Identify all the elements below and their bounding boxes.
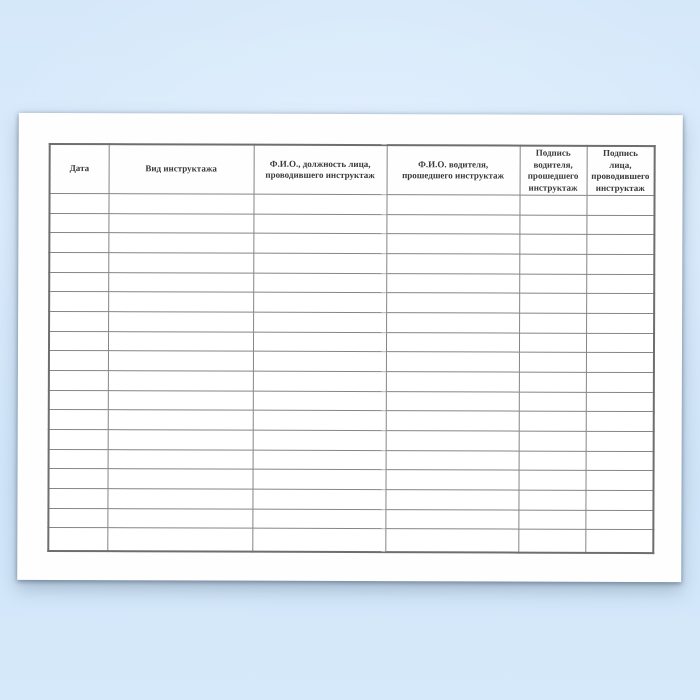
column-header-driver-name: Ф.И.О. водителя, прошедшего инструктаж [387, 145, 520, 195]
empty-cell-instructor-signature [586, 235, 654, 255]
table-row [49, 193, 654, 215]
empty-cell-driver-signature [519, 411, 586, 431]
empty-cell-driver-signature [519, 470, 586, 490]
empty-cell-instructor-signature [585, 510, 653, 530]
empty-cell-instructor-name [253, 450, 386, 470]
empty-cell-driver-signature [519, 254, 586, 274]
empty-cell-driver-signature [519, 234, 586, 254]
empty-cell-driver-signature [519, 352, 586, 372]
table-row [49, 272, 654, 294]
empty-cell-instructor-signature [585, 490, 653, 510]
empty-cell-instructor-name [253, 214, 386, 234]
empty-cell-instruction-type [108, 410, 253, 430]
empty-cell-instructor-signature [586, 294, 654, 314]
empty-cell-instructor-name [253, 430, 386, 450]
empty-cell-date [49, 370, 108, 390]
empty-cell-instructor-signature [586, 313, 654, 333]
empty-cell-date [48, 489, 107, 509]
empty-cell-instructor-name [253, 332, 386, 352]
table-row [49, 449, 654, 471]
empty-cell-driver-name [386, 234, 519, 254]
table-header [50, 144, 655, 196]
empty-cell-date [49, 430, 108, 450]
column-header-driver-signature: Подпись водителя, прошедшего инструктаж [520, 146, 587, 196]
empty-cell-instructor-signature [585, 530, 653, 553]
table-body [48, 193, 654, 553]
table-row [49, 430, 654, 452]
empty-cell-instructor-signature [586, 392, 654, 412]
empty-cell-driver-name [386, 411, 519, 431]
empty-cell-instruction-type [108, 371, 253, 391]
empty-cell-date [49, 351, 108, 371]
empty-cell-date [49, 292, 108, 312]
empty-cell-date [49, 410, 108, 430]
empty-cell-instructor-signature [586, 274, 654, 294]
empty-cell-driver-signature [519, 431, 586, 451]
empty-cell-instruction-type [108, 469, 253, 489]
column-header-date: Дата [50, 144, 109, 194]
empty-cell-driver-name [386, 332, 519, 352]
empty-cell-instruction-type [107, 508, 252, 528]
empty-cell-driver-name [386, 273, 519, 293]
empty-cell-instruction-type [108, 390, 253, 410]
empty-cell-instructor-signature [586, 372, 654, 392]
empty-cell-instructor-signature [586, 451, 654, 471]
table-row [49, 233, 654, 255]
table-row [49, 469, 654, 491]
empty-cell-instructor-name [253, 371, 386, 391]
paper-sheet [17, 113, 683, 582]
empty-cell-driver-signature [518, 510, 585, 530]
empty-cell-driver-name [385, 490, 518, 510]
empty-cell-driver-signature [519, 293, 586, 313]
empty-cell-driver-signature [519, 372, 586, 392]
empty-cell-instructor-signature [586, 471, 654, 491]
table-row [48, 508, 653, 530]
empty-cell-driver-name [386, 195, 519, 215]
empty-cell-date [48, 508, 107, 528]
empty-cell-instruction-type [107, 489, 252, 509]
empty-cell-instructor-signature [586, 254, 654, 274]
empty-cell-instructor-signature [586, 353, 654, 373]
empty-cell-instruction-type [108, 331, 253, 351]
empty-cell-driver-name [386, 254, 519, 274]
empty-cell-driver-name [386, 372, 519, 392]
table-row [49, 252, 654, 274]
empty-cell-instructor-signature [586, 215, 654, 235]
empty-cell-date [49, 252, 108, 272]
empty-cell-instructor-name [252, 489, 385, 509]
empty-cell-instructor-signature [586, 195, 654, 215]
empty-cell-driver-name [386, 431, 519, 451]
empty-cell-instructor-name [253, 470, 386, 490]
table-row [48, 528, 653, 553]
empty-cell-driver-signature [519, 392, 586, 412]
empty-cell-instruction-type [108, 233, 253, 253]
empty-cell-date [49, 193, 108, 213]
empty-cell-date [49, 469, 108, 489]
empty-cell-instructor-name [253, 253, 386, 273]
empty-cell-date [48, 528, 107, 551]
empty-cell-instruction-type [108, 253, 253, 273]
empty-cell-driver-name [386, 293, 519, 313]
empty-cell-date [49, 390, 108, 410]
empty-cell-driver-signature [518, 530, 585, 553]
empty-cell-date [49, 213, 108, 233]
empty-cell-driver-signature [519, 333, 586, 353]
table-row [49, 351, 654, 373]
table-row [49, 292, 654, 314]
empty-cell-instructor-name [253, 312, 386, 332]
empty-cell-date [49, 233, 108, 253]
empty-cell-date [49, 311, 108, 331]
empty-cell-driver-name [386, 352, 519, 372]
table-row [49, 390, 654, 412]
empty-cell-instructor-name [253, 273, 386, 293]
empty-cell-instructor-name [253, 411, 386, 431]
empty-cell-instruction-type [108, 351, 253, 371]
empty-cell-instructor-name [252, 509, 385, 529]
column-header-instructor-signature: Подпись лица, проводившего инструктаж [587, 146, 655, 196]
table-row [49, 213, 654, 235]
empty-cell-driver-signature [519, 313, 586, 333]
empty-cell-driver-name [386, 391, 519, 411]
empty-cell-instructor-name [252, 529, 385, 553]
empty-cell-date [49, 449, 108, 469]
empty-cell-instructor-name [253, 352, 386, 372]
empty-cell-instructor-signature [586, 412, 654, 432]
column-header-instruction-type: Вид инструктажа [109, 144, 254, 194]
empty-cell-driver-signature [518, 490, 585, 510]
instruction-log-table [47, 143, 655, 554]
empty-cell-instruction-type [108, 312, 253, 332]
empty-cell-instruction-type [108, 292, 253, 312]
empty-cell-instructor-signature [586, 431, 654, 451]
empty-cell-driver-signature [519, 451, 586, 471]
empty-cell-instructor-name [253, 391, 386, 411]
empty-cell-driver-signature [519, 195, 586, 215]
empty-cell-instructor-signature [586, 333, 654, 353]
header-row [50, 144, 655, 196]
empty-cell-driver-signature [519, 215, 586, 235]
empty-cell-instruction-type [108, 194, 253, 214]
table-row [49, 410, 654, 432]
empty-cell-instruction-type [108, 213, 253, 233]
empty-cell-instruction-type [108, 430, 253, 450]
empty-cell-driver-name [386, 313, 519, 333]
column-header-instructor-name: Ф.И.О., должность лица, проводившего инструктаж [254, 145, 387, 195]
empty-cell-driver-name [386, 470, 519, 490]
empty-cell-driver-name [386, 214, 519, 234]
table-row [49, 311, 654, 333]
empty-cell-driver-name [385, 509, 518, 529]
empty-cell-instructor-name [253, 293, 386, 313]
empty-cell-date [49, 331, 108, 351]
empty-cell-date [49, 272, 108, 292]
empty-cell-driver-signature [519, 274, 586, 294]
empty-cell-instruction-type [108, 272, 253, 292]
empty-cell-driver-name [386, 450, 519, 470]
table-row [49, 370, 654, 392]
table-row [48, 489, 653, 511]
empty-cell-instruction-type [107, 528, 252, 552]
empty-cell-instructor-name [253, 194, 386, 214]
table-row [49, 331, 654, 353]
empty-cell-driver-name [385, 529, 518, 553]
empty-cell-instructor-name [253, 234, 386, 254]
empty-cell-instruction-type [108, 449, 253, 469]
